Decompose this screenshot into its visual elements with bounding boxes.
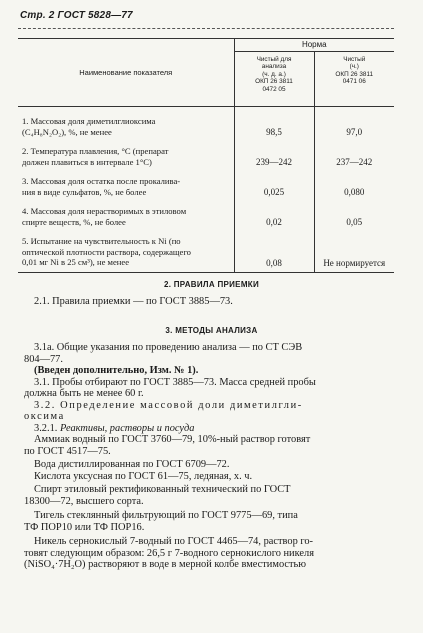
table-row — [18, 176, 394, 197]
indicator-name: 1. Массовая доля диметилглиоксима (C₄H₈N₂O₂), %, не менее — [18, 116, 234, 137]
table-row — [18, 206, 394, 227]
table-row — [18, 146, 394, 167]
value-pure: Не нормируется — [323, 257, 386, 268]
value-analysis: 0,02 — [234, 206, 314, 227]
norma-header: Норма — [234, 39, 394, 52]
section-heading: 2. ПРАВИЛА ПРИЕМКИ — [163, 280, 260, 289]
paragraph: 2.1. Правила приемки — по ГОСТ 3885—73. — [34, 296, 233, 307]
value-analysis: 0,025 — [234, 176, 314, 197]
header-rule — [18, 28, 394, 29]
name-column-header: Наименование показателя — [18, 39, 234, 107]
value-analysis: 98,5 — [234, 116, 314, 137]
table-row — [18, 236, 394, 272]
paragraph: 3.1а. Общие указания по проведению анализа — по СТ СЭВ 804—77. (Введен дополнительно, Изм. № 1). 3.1. Пробы отбирают по ГОСТ 3885—73. Масса средней пробы должна быть не менее 60 г. 3.2. Определение массовой доли диметилгли- оксима 3.2.1. Реактивы, растворы и посуда Аммиак водный по ГОСТ 3760—79, 10%-ный раствор готовят по ГОСТ 4517—75. Вода дистиллированная по ГОСТ 6709—72. Кислота уксусная по ГОСТ 61—75, ледяная, х. ч. Спирт этиловый ректификованный технический по ГОСТ 18300—72, высшего сорта. Тигель стеклянный фильтрующий по ГОСТ 9775—69, типа ТФ ПОР10 или ТФ ПОР16. Никель сернокислый 7-водный по ГОСТ 4465—74, раствор го- товят следующим образом: 26,5 г 7-водного сернокислого никеля (NiSO₄·7H₂O) растворяют в воде в мерной колбе вместимостью — [24, 342, 316, 570]
indicator-name: 2. Температура плавления, °C (препарат должен плавиться в интервале 1°C) — [18, 146, 234, 167]
table-row — [18, 116, 394, 137]
grade-analysis-header: Чистый для анализа (ч. д. а.) ОКП 26 3811 0472 05 — [234, 52, 314, 107]
page-header: Стр. 2 ГОСТ 5828—77 — [20, 10, 133, 21]
grade-pure-header: Чистый (ч.) ОКП 26 3811 0471 06 — [314, 52, 394, 107]
value-pure: 0,080 — [344, 187, 365, 197]
value-analysis: 0,08 — [234, 236, 314, 272]
indicator-name: 4. Массовая доля нерастворимых в этиловом спирте веществ, %, не более — [18, 206, 234, 227]
indicator-name: 5. Испытание на чувствительность к Ni (по оптической плотности раствора, содержащего 0,01 мг Ni в 25 см³), не менее — [18, 236, 234, 272]
value-pure: 0,05 — [346, 217, 363, 227]
value-pure: 237—242 — [336, 157, 373, 167]
section-heading: 3. МЕТОДЫ АНАЛИЗА — [165, 326, 258, 335]
value-pure: 97,0 — [346, 127, 363, 137]
norms-table — [18, 38, 394, 273]
value-analysis: 239—242 — [234, 146, 314, 167]
indicator-name: 3. Массовая доля остатка после прокалива- ния в виде сульфатов, %, не более — [18, 176, 234, 197]
